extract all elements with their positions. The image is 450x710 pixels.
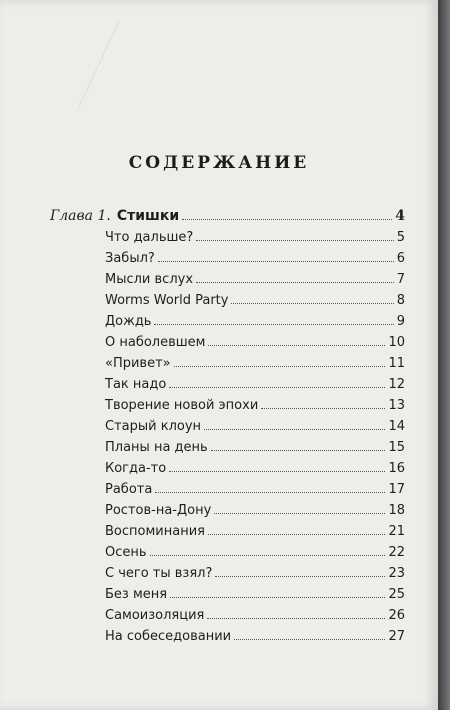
dot-leader <box>150 555 386 556</box>
toc-entry <box>105 482 405 503</box>
toc-entry-title: Работа <box>105 482 153 497</box>
toc-entry-page: 22 <box>388 545 405 560</box>
toc-entry <box>105 608 405 629</box>
toc-entry-page: 8 <box>396 293 405 308</box>
dot-leader <box>170 597 385 598</box>
toc-entry <box>105 524 405 545</box>
toc-entry-title: С чего ты взял? <box>105 566 213 581</box>
toc-entry-title: «Привет» <box>105 356 171 371</box>
toc-entry-page: 14 <box>388 419 405 434</box>
toc-chapter <box>50 208 405 224</box>
toc-entry-page: 10 <box>388 335 405 350</box>
toc-entry-page: 25 <box>388 587 405 602</box>
toc-entry <box>105 335 405 356</box>
toc-entry-title: Worms World Party <box>105 293 229 308</box>
toc-entry-title: Так надо <box>105 377 167 392</box>
toc-entry-page: 26 <box>388 608 405 623</box>
dot-leader <box>169 387 385 388</box>
toc-entry <box>105 419 405 440</box>
toc-entry <box>105 314 405 335</box>
toc-entry <box>105 566 405 587</box>
toc-title: СОДЕРЖАНИЕ <box>128 153 310 173</box>
dot-leader <box>214 513 385 514</box>
toc-entry-page: 21 <box>388 524 405 539</box>
toc-entry-title: Самоизоляция <box>105 608 205 623</box>
chapter-page: 4 <box>395 208 405 224</box>
toc-entry-title: Воспоминания <box>105 524 205 539</box>
toc-entry <box>105 629 405 650</box>
toc-entry-page: 17 <box>388 482 405 497</box>
dot-leader <box>154 324 393 325</box>
dot-leader <box>207 618 385 619</box>
toc-entry <box>105 398 405 419</box>
toc-entry-title: Что дальше? <box>105 230 194 245</box>
toc-entry <box>105 503 405 524</box>
toc-entry-page: 7 <box>396 272 405 287</box>
toc-entry <box>105 545 405 566</box>
toc-entry <box>105 230 405 251</box>
toc-entry-page: 12 <box>388 377 405 392</box>
toc-entry-title: Дождь <box>105 314 152 329</box>
dot-leader <box>231 303 393 304</box>
dot-leader <box>182 219 392 220</box>
toc-entry <box>105 272 405 293</box>
toc-entries <box>105 230 405 650</box>
dot-leader <box>211 450 386 451</box>
page-curl-shadow <box>37 20 120 110</box>
toc-entry-page: 27 <box>388 629 405 644</box>
dot-leader <box>169 471 385 472</box>
toc-entry <box>105 377 405 398</box>
toc-entry-page: 6 <box>396 251 405 266</box>
toc-entry-page: 16 <box>388 461 405 476</box>
dot-leader <box>208 345 385 346</box>
toc-entry <box>105 251 405 272</box>
toc-entry-title: Осень <box>105 545 147 560</box>
toc-entry-page: 15 <box>388 440 405 455</box>
dot-leader <box>158 261 394 262</box>
toc-entry-page: 13 <box>388 398 405 413</box>
toc-entry-title: Без меня <box>105 587 168 602</box>
toc-entry-title: Когда-то <box>105 461 167 476</box>
chapter-label: Глава 1. <box>50 208 111 224</box>
toc-entry-page: 23 <box>388 566 405 581</box>
dot-leader <box>155 492 385 493</box>
dot-leader <box>234 639 385 640</box>
toc-entry-page: 5 <box>396 230 405 245</box>
toc-entry <box>105 440 405 461</box>
toc-entry-title: Творение новой эпохи <box>105 398 259 413</box>
dot-leader <box>261 408 385 409</box>
toc-entry-title: Планы на день <box>105 440 208 455</box>
toc-entry-page: 11 <box>388 356 405 371</box>
toc-entry-page: 9 <box>396 314 405 329</box>
book-edge <box>438 0 450 710</box>
toc-entry <box>105 461 405 482</box>
chapter-title: Стишки <box>116 208 180 224</box>
toc-entry <box>105 356 405 377</box>
toc-entry-title: На собеседовании <box>105 629 232 644</box>
dot-leader <box>174 366 386 367</box>
toc-entry-title: Мысли вслух <box>105 272 194 287</box>
toc-entry-title: Старый клоун <box>105 419 202 434</box>
toc-entry-title: О наболевшем <box>105 335 206 350</box>
toc-entry <box>105 293 405 314</box>
dot-leader <box>215 576 385 577</box>
toc-entry-title: Ростов-на-Дону <box>105 503 212 518</box>
toc-entry-title: Забыл? <box>105 251 155 266</box>
dot-leader <box>204 429 385 430</box>
toc-entry-page: 18 <box>388 503 405 518</box>
toc-entry <box>105 587 405 608</box>
dot-leader <box>196 282 394 283</box>
dot-leader <box>196 240 393 241</box>
dot-leader <box>208 534 385 535</box>
